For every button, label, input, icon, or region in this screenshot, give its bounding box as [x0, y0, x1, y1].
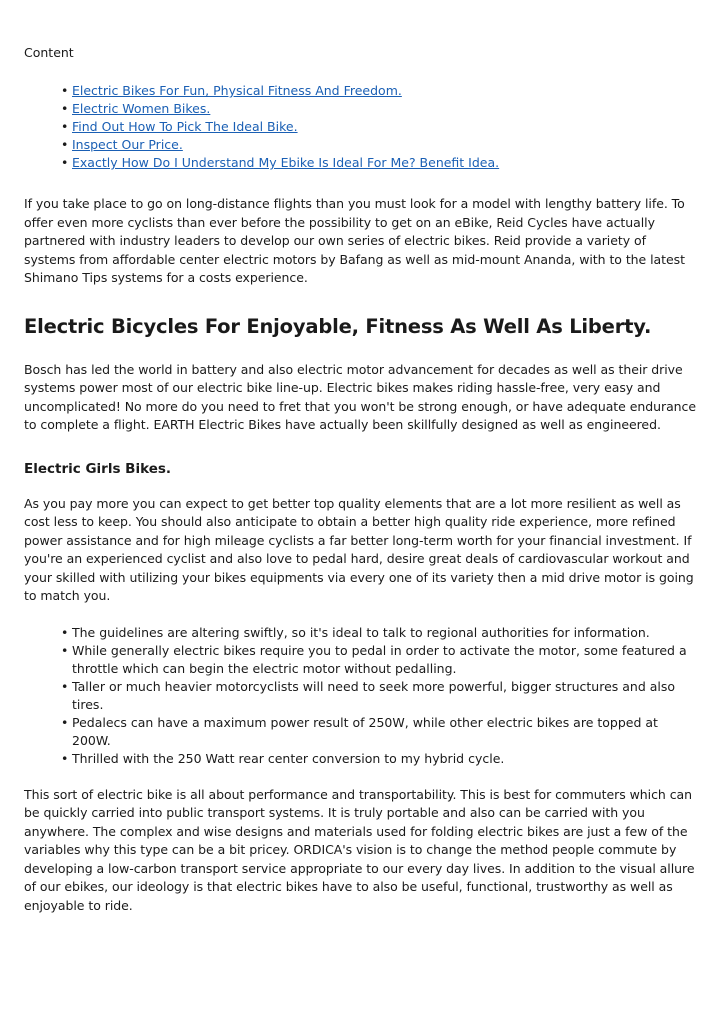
- toc-item: [72, 118, 700, 136]
- toc-link[interactable]: Find Out How To Pick The Ideal Bike.: [72, 119, 298, 134]
- bullet-item: • While generally electric bikes require you to pedal in order to activate the motor, some featured a throttle which can begin the electric motor without pedalling.: [72, 642, 700, 678]
- pay-more-paragraph: As you pay more you can expect to get better top quality elements that are a lot more resilient as well as cost less to keep. You should also anticipate to obtain a better high quality ride experience, more refined power assistance and for high mileage cyclists a far better long-term worth for your financial investment. If you're an experienced cyclist and also love to pedal hard, desire great deals of cardiovascular workout and your skilled with utilizing your bikes equipments via every one of its variety then a mid drive motor is going to match you.: [24, 495, 694, 603]
- bullet-item: • Thrilled with the 250 Watt rear center conversion to my hybrid cycle.: [72, 750, 700, 768]
- toc-item: [72, 136, 700, 154]
- toc-link[interactable]: Exactly How Do I Understand My Ebike Is Ideal For Me? Benefit Idea.: [72, 155, 500, 170]
- toc-link[interactable]: Inspect Our Price.: [72, 137, 183, 152]
- toc-link[interactable]: Electric Women Bikes.: [72, 101, 211, 116]
- content-label: Content: [24, 45, 74, 60]
- bullet-item: • Pedalecs can have a maximum power result of 250W, while other electric bikes are topped at 200W.: [72, 714, 700, 750]
- toc-item: [72, 154, 700, 172]
- toc-link[interactable]: Electric Bikes For Fun, Physical Fitness And Freedom.: [72, 83, 402, 98]
- intro-paragraph: If you take place to go on long-distance flights than you must look for a model with lengthy battery life. To offer even more cyclists than ever before the possibility to get on an eBike, Reid Cycles have actually partnered with industry leaders to develop our own series of electric bikes. Reid provide a variety of systems from affordable center electric motors by Bafang as well as mid-mount Ananda, with to the latest Shimano Tips systems for a costs experience.: [24, 196, 685, 285]
- bullet-item: • Taller or much heavier motorcyclists will need to seek more powerful, bigger structures and also tires.: [72, 678, 700, 714]
- document-page: [24, 44, 700, 915]
- bosch-paragraph: Bosch has led the world in battery and also electric motor advancement for decades as well as their drive systems power most of our electric bike line-up. Electric bikes makes riding hassle-free, very easy and uncomplicated! No more do you need to fret that you won't be strong enough, or have adequate endurance to complete a flight. EARTH Electric Bikes have actually been skillfully designed as well as engineered.: [24, 361, 697, 432]
- section-heading: Electric Bicycles For Enjoyable, Fitness As Well As Liberty.: [24, 314, 652, 338]
- toc-item: [72, 82, 700, 100]
- toc-item: [72, 100, 700, 118]
- subsection-heading: Electric Girls Bikes.: [24, 460, 172, 477]
- bullet-item: • The guidelines are altering swiftly, so it's ideal to talk to regional authorities for information.: [72, 624, 700, 642]
- folding-paragraph: This sort of electric bike is all about performance and transportability. This is best for commuters which can be quickly carried into public transport systems. It is truly portable and also can be carried with you anywhere. The complex and wise designs and materials used for folding electric bikes are just a few of the variables why this type can be a bit pricey. ORDICA's vision is to change the method people commute by developing a low-carbon transport service appropriate to our every day lives. In addition to the visual allure of our ebikes, our ideology is that electric bikes have to also be useful, functional, trustworthy as well as enjoyable to ride.: [24, 786, 695, 913]
- bullet-list: [24, 624, 700, 768]
- table-of-contents: [24, 82, 700, 172]
